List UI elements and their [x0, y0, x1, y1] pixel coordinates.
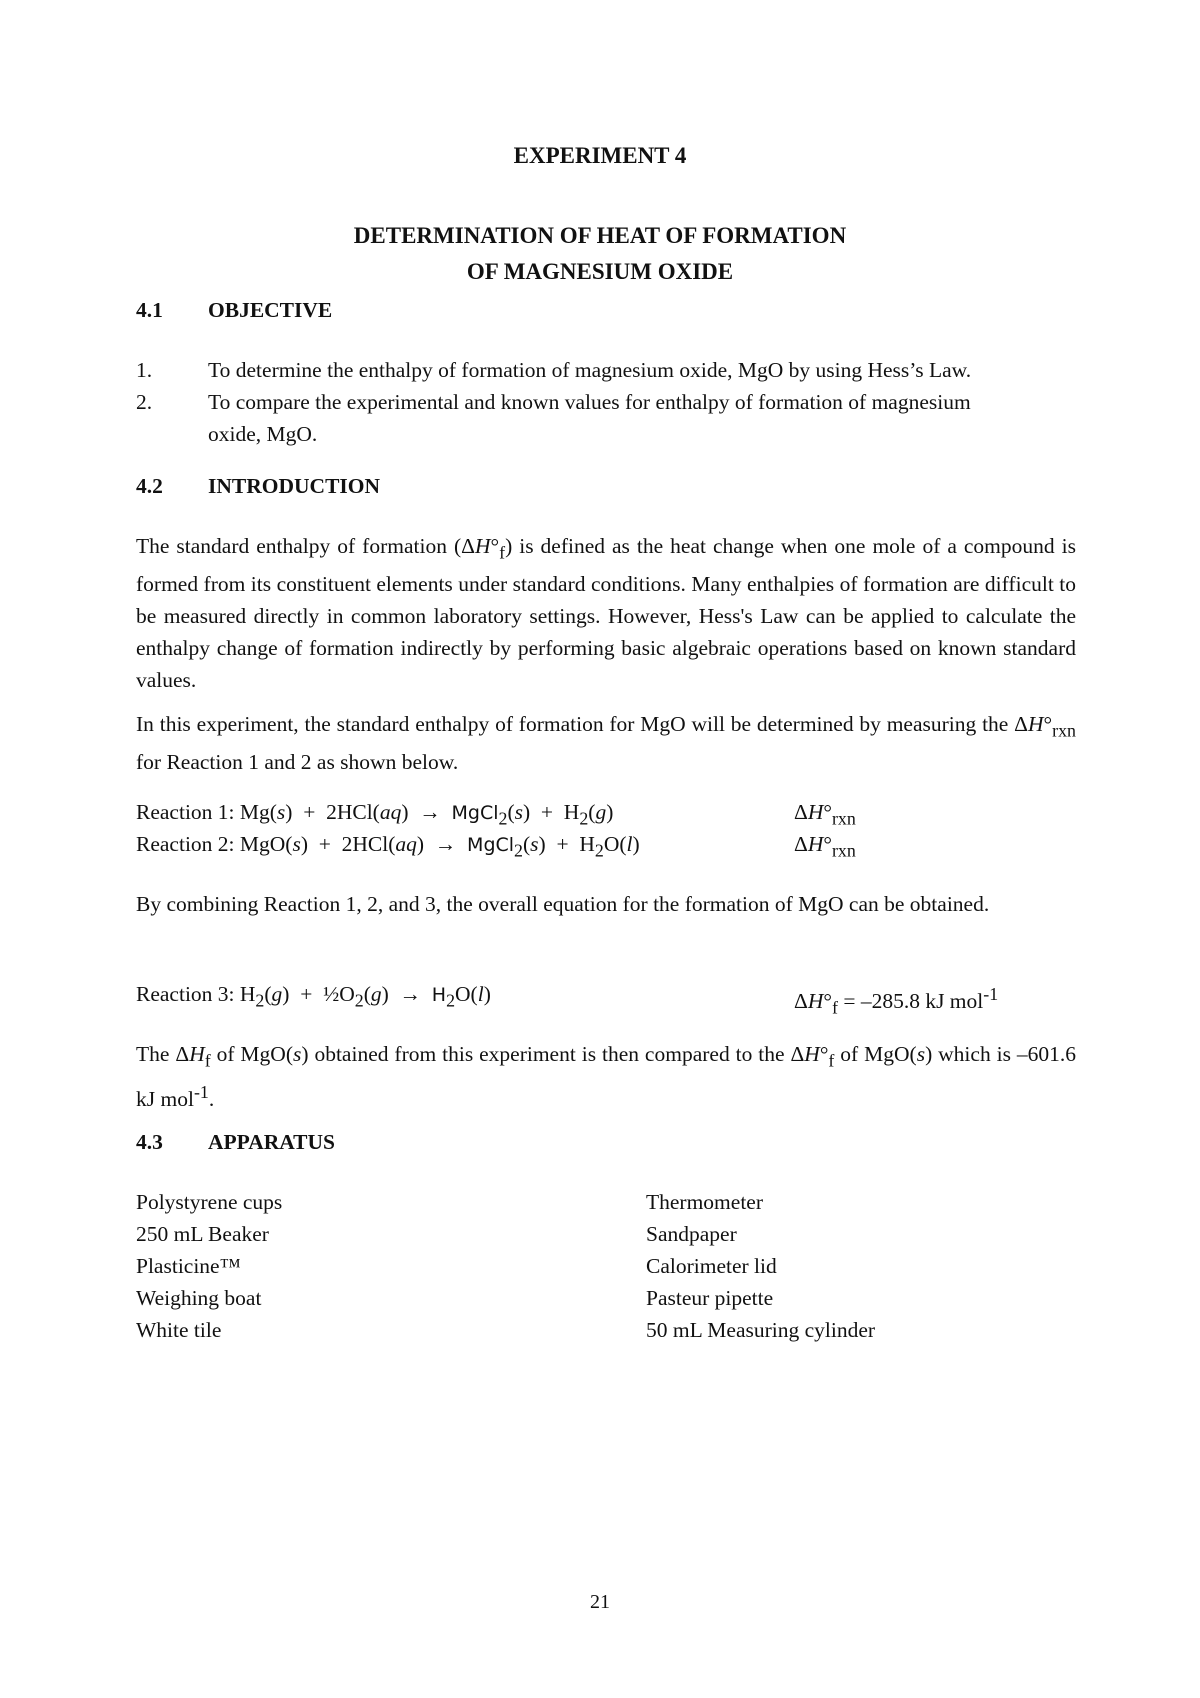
enthalpy-symbol: H — [804, 1042, 820, 1066]
apparatus-row — [136, 1218, 1076, 1250]
apparatus-item: Thermometer — [646, 1190, 764, 1214]
apparatus-item: Weighing boat — [136, 1286, 262, 1310]
text-run: of MgO( — [834, 1042, 917, 1066]
text-run: In this experiment, the standard enthalpy of formation for MgO will be determined by measuring the — [136, 712, 1015, 736]
delta-symbol: Δ — [1014, 712, 1028, 736]
text-run: O( — [455, 982, 478, 1006]
reaction-label: Reaction 2: — [136, 832, 240, 856]
state-symbol: s — [530, 832, 539, 856]
reaction-arrow: ) → — [416, 832, 468, 856]
reaction-arrow: ) → — [401, 800, 452, 824]
document-title — [0, 218, 1200, 290]
text-run: ( — [264, 982, 272, 1006]
subscript: 2 — [498, 808, 508, 829]
text-run: ( — [363, 982, 371, 1006]
reaction-equation — [136, 978, 491, 1016]
delta-symbol: Δ — [790, 1042, 805, 1066]
section-number: 4.3 — [136, 1130, 163, 1154]
delta-symbol: Δ — [794, 832, 808, 856]
subscript: rxn — [831, 840, 856, 861]
state-symbol: aq — [379, 800, 402, 824]
text-run: ( — [523, 832, 531, 856]
reaction-arrow: ) → — [381, 982, 432, 1006]
subscript: f — [831, 997, 838, 1018]
text-run: ) + 2HCl( — [285, 800, 380, 824]
apparatus-row — [136, 1250, 1076, 1282]
objective-text: To compare the experimental and known values for enthalpy of formation of magnesium — [208, 390, 971, 414]
delta-symbol: Δ — [794, 800, 808, 824]
intro-paragraph-1 — [136, 530, 1076, 696]
text-run: of MgO( — [210, 1042, 293, 1066]
text-run: for Reaction 1 and 2 as shown below. — [136, 750, 459, 775]
apparatus-row — [136, 1282, 1076, 1314]
apparatus-row — [136, 1314, 1076, 1346]
degree-symbol: ° — [1043, 712, 1053, 736]
subscript: 2 — [446, 990, 456, 1011]
objective-list — [136, 354, 1076, 450]
text-run: . — [208, 1087, 215, 1112]
apparatus-item: 250 mL Beaker — [136, 1222, 269, 1246]
text-run: ) — [632, 832, 640, 856]
apparatus-row — [136, 1186, 1076, 1218]
subscript: 2 — [579, 808, 589, 829]
reaction-enthalpy — [794, 978, 998, 1023]
reaction-1 — [136, 796, 1076, 828]
state-symbol: s — [514, 800, 524, 824]
list-marker: 2. — [136, 390, 153, 414]
degree-symbol: ° — [823, 800, 832, 824]
degree-symbol: ° — [490, 534, 500, 558]
subscript: 2 — [594, 840, 604, 861]
enthalpy-symbol: H — [807, 800, 824, 824]
state-symbol: l — [626, 832, 633, 856]
superscript: -1 — [193, 1082, 209, 1103]
state-symbol: s — [276, 800, 286, 824]
title-line-2: OF MAGNESIUM OXIDE — [466, 259, 734, 284]
text-run: O( — [603, 832, 627, 856]
text-run: ) obtained from this experiment is then compared to the — [301, 1042, 791, 1066]
experiment-heading: EXPERIMENT 4 — [513, 143, 687, 168]
section-heading-apparatus — [136, 1126, 335, 1158]
subscript: 2 — [354, 990, 364, 1011]
formula: H — [431, 984, 447, 1006]
enthalpy-symbol: H — [1027, 712, 1044, 736]
text-run: ) + 2HCl( — [300, 832, 396, 856]
state-symbol: s — [916, 1042, 926, 1066]
section-heading-objective — [136, 294, 332, 326]
section-heading-introduction — [136, 470, 380, 502]
objective-item — [136, 386, 1076, 450]
reaction-2 — [136, 828, 1076, 860]
text-run: ) + ½O — [282, 982, 355, 1006]
subscript: 2 — [514, 840, 523, 861]
enthalpy-symbol: H — [807, 832, 824, 856]
objective-text: To determine the enthalpy of formation of magnesium oxide, MgO by using Hess’s Law. — [208, 358, 972, 382]
text-run: The — [136, 1042, 176, 1066]
subscript: f — [499, 542, 506, 563]
subscript: f — [204, 1050, 211, 1071]
reaction-label: Reaction 3: — [136, 982, 240, 1006]
state-symbol: s — [293, 1042, 302, 1066]
enthalpy-symbol: H — [807, 989, 824, 1014]
apparatus-item: White tile — [136, 1318, 222, 1342]
degree-symbol: ° — [823, 989, 832, 1014]
superscript: -1 — [983, 984, 999, 1004]
state-symbol: g — [595, 800, 607, 824]
state-symbol: g — [370, 982, 382, 1006]
section-title: INTRODUCTION — [208, 474, 381, 498]
text-run: MgO( — [239, 832, 293, 856]
reaction-label: Reaction 1: — [136, 800, 240, 824]
intro-paragraph-4 — [136, 1038, 1076, 1115]
objective-text-continued: oxide, MgO. — [208, 422, 318, 446]
page-number: 21 — [590, 1591, 610, 1613]
objective-item — [136, 354, 1076, 386]
intro-paragraph-2 — [136, 708, 1076, 778]
enthalpy-symbol: H — [189, 1042, 205, 1066]
subscript: rxn — [1052, 720, 1076, 741]
section-title: APPARATUS — [208, 1130, 336, 1154]
apparatus-item: Calorimeter lid — [646, 1254, 777, 1278]
text-run: ) + H — [523, 800, 580, 824]
reaction-equation — [136, 828, 640, 866]
text-run: Mg( — [239, 800, 277, 824]
text-run: ) is defined as the heat change when one mole of a compound is formed from its constituent elements under standard conditions. Many enthalpies of formation are difficult to be measured directly in common laboratory settings. However, Hess's Law can be applied to calculate the enthalpy change of formation indirectly by performing basic algebraic operations based on known standard values. — [136, 534, 1076, 693]
section-title: OBJECTIVE — [208, 298, 333, 322]
apparatus-item: 50 mL Measuring cylinder — [646, 1318, 876, 1342]
text-run: ( — [507, 800, 515, 824]
reaction-3 — [136, 978, 1076, 1018]
text-run: ) + H — [538, 832, 595, 856]
apparatus-list — [136, 1186, 1076, 1346]
section-number: 4.1 — [136, 298, 163, 322]
apparatus-item: Polystyrene cups — [136, 1190, 283, 1214]
subscript: 2 — [255, 990, 265, 1011]
degree-symbol: ° — [823, 832, 832, 856]
apparatus-item: Plasticine™ — [136, 1254, 241, 1278]
text-run: The standard enthalpy of formation ( — [136, 534, 462, 558]
degree-symbol: ° — [819, 1042, 829, 1066]
list-marker: 1. — [136, 358, 153, 382]
state-symbol: s — [292, 832, 301, 856]
delta-symbol: Δ — [461, 534, 475, 558]
text-run: ) which is –601.6 kJ mol — [136, 1042, 1077, 1112]
text-run: ) — [606, 800, 614, 824]
text-run: ( — [588, 800, 596, 824]
delta-symbol: Δ — [175, 1042, 190, 1066]
formula: MgCl — [467, 834, 515, 856]
state-symbol: g — [271, 982, 283, 1006]
text-run: ) — [483, 982, 491, 1006]
section-number: 4.2 — [136, 474, 163, 498]
enthalpy-value: = –285.8 kJ mol — [837, 989, 984, 1014]
delta-symbol: Δ — [794, 989, 808, 1014]
subscript: f — [828, 1050, 835, 1071]
enthalpy-symbol: H — [474, 534, 491, 558]
state-symbol: l — [477, 982, 484, 1006]
text-run: H — [239, 982, 256, 1006]
title-line-1: DETERMINATION OF HEAT OF FORMATION — [353, 223, 847, 248]
formula: MgCl — [451, 802, 499, 824]
state-symbol: aq — [395, 832, 417, 856]
apparatus-item: Pasteur pipette — [646, 1286, 774, 1310]
intro-paragraph-3: By combining Reaction 1, 2, and 3, the overall equation for the formation of MgO can be obtained. — [136, 892, 990, 916]
subscript: rxn — [831, 808, 856, 829]
reaction-enthalpy — [794, 828, 856, 866]
apparatus-item: Sandpaper — [646, 1222, 737, 1246]
